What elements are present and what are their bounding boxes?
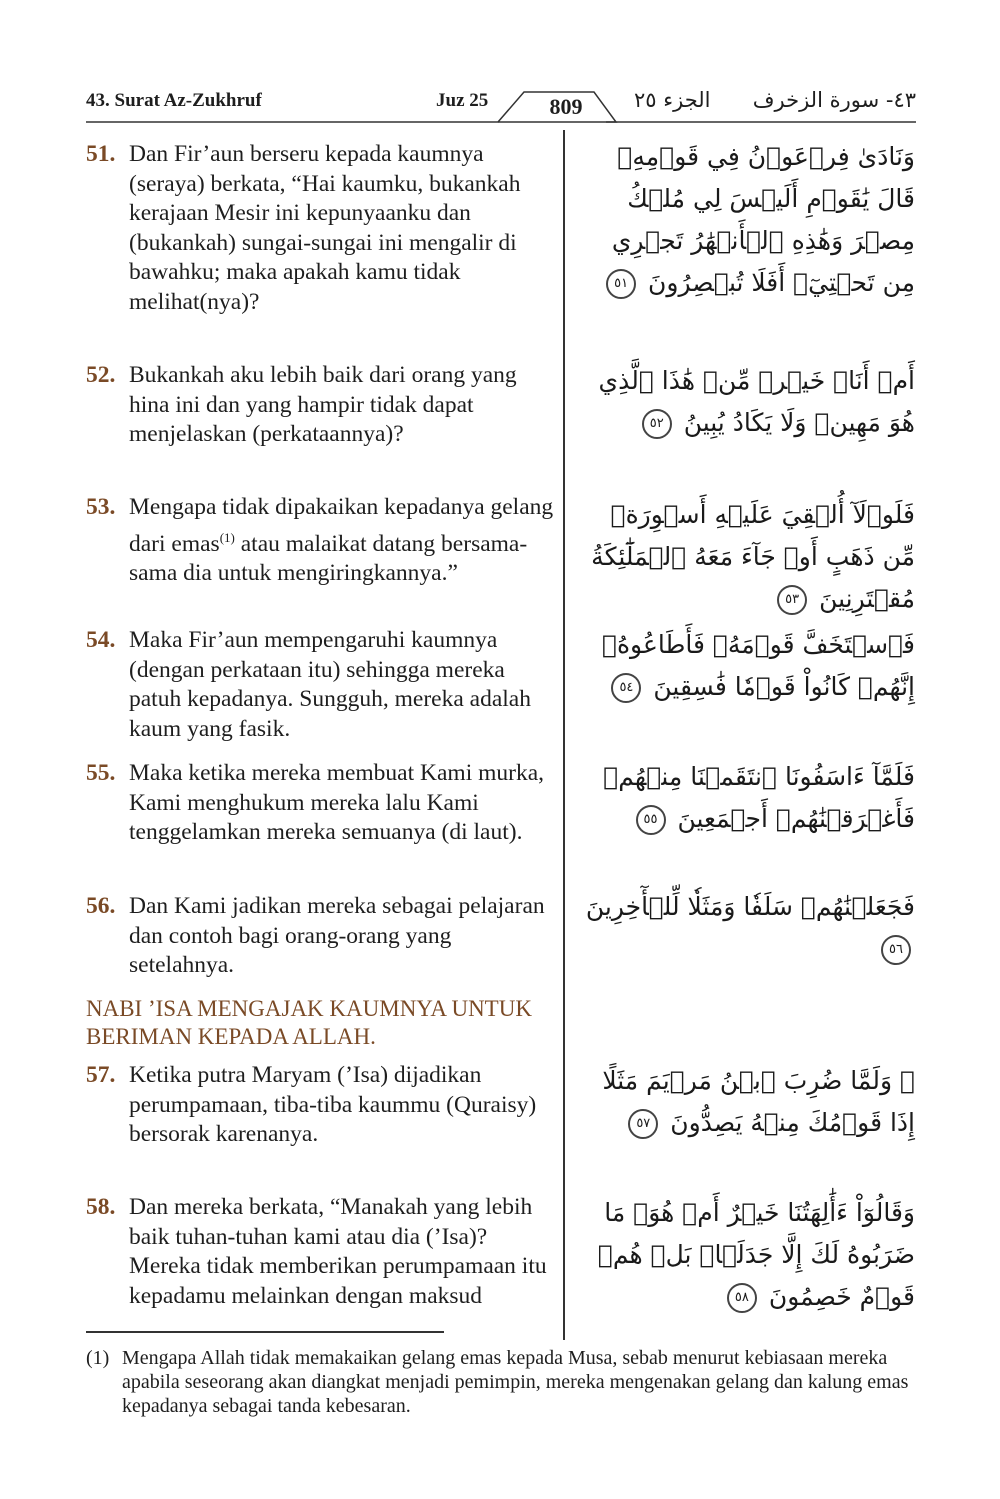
- header-surah-arabic: ٤٣- سورة الزخرف: [752, 88, 916, 112]
- footnote-text: Mengapa Allah tidak memakaikan gelang emas kepada Musa, sebab menurut kebiasaan mereka apabila seseorang akan diangkat menjadi pemimpin, mereka mengenakan gelang dan kalung emas kepadanya sebagai tanda kebesaran.: [122, 1347, 909, 1417]
- arabic-text: فَٱسۡتَخَفَّ قَوۡمَهُۥ فَأَطَاعُوهُۚ إِنَّهُمۡ كَانُواْ قَوۡمٗا فَٰسِقِينَ: [601, 630, 915, 701]
- verse-end-marker: ٥٧: [628, 1109, 658, 1139]
- verse-number: 54.: [86, 627, 116, 653]
- verse-text: Ketika putra Maryam (’Isa) dijadikan perumpamaan, tiba-tiba kaummu (Quraisy) bersorak karenanya.: [129, 1062, 537, 1147]
- arabic-text: فَلَمَّآ ءَاسَفُونَا ٱنتَقَمۡنَا مِنۡهُمۡ فَأَغۡرَقۡنَٰهُمۡ أَجۡمَعِينَ: [603, 762, 915, 833]
- verse-end-marker: ٥٦: [881, 935, 911, 965]
- verse-number: 56.: [86, 893, 116, 919]
- verse-53-arabic: [585, 494, 915, 620]
- verse-53-translation: [86, 493, 556, 588]
- arabic-text: فَجَعَلۡنَٰهُمۡ سَلَفٗا وَمَثَلٗا لِّلۡأٓخِرِينَ: [585, 892, 915, 921]
- verse-text-part: atau malaikat datang bersama-sama dia untuk mengiringkannya.”: [129, 530, 528, 586]
- verse-number: 53.: [86, 494, 116, 520]
- verse-56-translation: [86, 892, 556, 981]
- verse-56-arabic: [585, 886, 915, 970]
- verse-text: Maka Fir’aun mempengaruhi kaumnya (dengan perkataan itu) sehingga mereka patuh kepadanya. Sungguh, mereka adalah kaum yang fasik.: [129, 627, 531, 742]
- verse-52-translation: [86, 361, 556, 450]
- verse-end-marker: ٥٥: [636, 805, 666, 835]
- verse-text-part: Mengapa tidak dipakaikan kepadanya gelang dari emas: [129, 494, 554, 557]
- verse-number: 55.: [86, 760, 116, 786]
- header-surah-title: 43. Surat Az-Zukhruf: [86, 90, 262, 111]
- footnote-reference[interactable]: (1): [219, 529, 235, 545]
- arabic-text: وَقَالُوٓاْ ءَأَٰلِهَتُنَا خَيۡرٌ أَمۡ هُوَۚ مَا ضَرَبُوهُ لَكَ إِلَّا جَدَلَۢاۚ بَلۡ هُمۡ قَوۡمٌ خَصِمُونَ: [597, 1198, 915, 1311]
- verse-text: Dan mereka berkata, “Manakah yang lebih baik tuhan-tuhan kami atau dia (’Isa)? Mereka tidak memberikan perumpamaan itu kepadamu melainkan dengan maksud: [129, 1194, 547, 1309]
- verse-54-arabic: [585, 624, 915, 708]
- footnote-rule: [86, 1331, 444, 1333]
- verse-end-marker: ٥٨: [727, 1283, 757, 1313]
- page-number: 809: [549, 94, 583, 119]
- verse-52-arabic: [585, 360, 915, 444]
- verse-text: Maka ketika mereka membuat Kami murka, Kami menghukum mereka lalu Kami tenggelamkan mereka semuanya (di laut).: [129, 760, 545, 845]
- verse-text: Dan Fir’aun berseru kepada kaumnya (seraya) berkata, “Hai kaumku, bukankah kerajaan Mesir ini kepunyaanku dan (bukankah) sungai-sungai ini mengalir di bawahku; maka apakah kamu tidak melihat(nya)?: [129, 141, 521, 315]
- verse-text: [129, 493, 556, 588]
- verse-end-marker: ٥١: [606, 269, 636, 299]
- verse-number: 51.: [86, 141, 116, 167]
- verse-text: Bukankah aku lebih baik dari orang yang hina ini dan yang hampir tidak dapat menjelaskan (perkataannya)?: [129, 362, 517, 447]
- footnote: [86, 1346, 916, 1418]
- verse-57-translation: [86, 1061, 556, 1150]
- verse-number: 58.: [86, 1194, 116, 1220]
- header-juz-arabic: الجزء ٢٥: [634, 88, 711, 112]
- column-divider: [563, 130, 565, 1340]
- footnote-number: (1): [86, 1347, 110, 1369]
- verse-51-arabic: [585, 136, 915, 304]
- verse-number: 57.: [86, 1062, 116, 1088]
- header-juz: Juz 25: [436, 90, 489, 111]
- verse-text: Dan Kami jadikan mereka sebagai pelajaran dan contoh bagi orang-orang yang setelahnya.: [129, 893, 545, 978]
- verse-55-translation: [86, 759, 556, 848]
- verse-58-translation: [86, 1193, 556, 1311]
- arabic-text: فَلَوۡلَآ أُلۡقِيَ عَلَيۡهِ أَسۡوِرَةٞ مِّن ذَهَبٍ أَوۡ جَآءَ مَعَهُ ٱلۡمَلَٰٓئِكَةُ مُقۡتَرِنِينَ: [591, 500, 915, 613]
- page-header: [86, 84, 916, 124]
- arabic-text: أَمۡ أَنَا۠ خَيۡرٞ مِّنۡ هَٰذَا ٱلَّذِي هُوَ مَهِينٞ وَلَا يَكَادُ يُبِينُ: [598, 366, 915, 437]
- arabic-text: وَنَادَىٰ فِرۡعَوۡنُ فِي قَوۡمِهِۦ قَالَ يَٰقَوۡمِ أَلَيۡسَ لِي مُلۡكُ مِصۡرَ وَهَٰذِهِ ٱلۡأَنۡهَٰرُ تَجۡرِي مِن تَحۡتِيٓۚ أَفَلَا تُبۡصِرُونَ: [611, 142, 915, 297]
- verse-end-marker: ٥٢: [642, 409, 672, 439]
- verse-number: 52.: [86, 362, 116, 388]
- verse-55-arabic: [585, 756, 915, 840]
- verse-end-marker: ٥٣: [777, 585, 807, 615]
- verse-51-translation: [86, 140, 556, 317]
- verse-end-marker: ٥٤: [611, 673, 641, 703]
- section-heading: NABI ’ISA MENGAJAK KAUMNYA UNTUK BERIMAN KEPADA ALLAH.: [86, 996, 532, 1049]
- arabic-text: ۞ وَلَمَّا ضُرِبَ ٱبۡنُ مَرۡيَمَ مَثَلًا إِذَا قَوۡمُكَ مِنۡهُ يَصِدُّونَ: [602, 1066, 915, 1137]
- verse-54-translation: [86, 626, 556, 744]
- verse-57-arabic: [585, 1060, 915, 1144]
- verse-58-arabic: [585, 1192, 915, 1318]
